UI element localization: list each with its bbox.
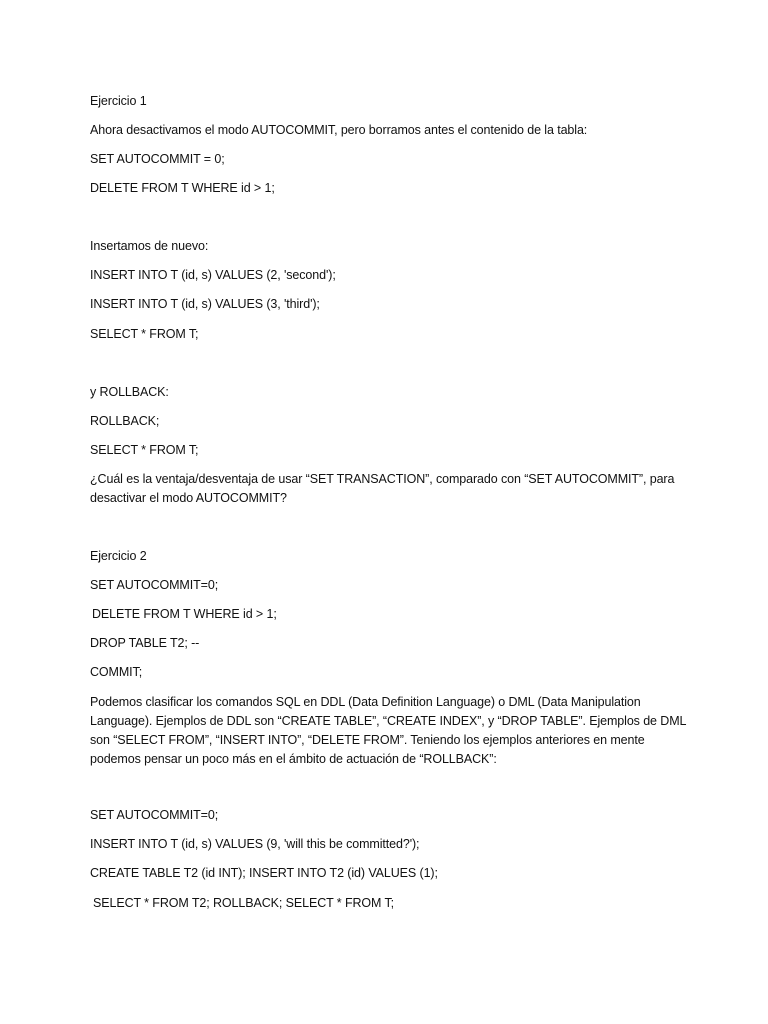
code-line: DELETE FROM T WHERE id > 1; [90, 181, 275, 195]
code-line: DROP TABLE T2; -- [90, 636, 200, 650]
code-line: INSERT INTO T (id, s) VALUES (3, 'third'); [90, 297, 320, 311]
code-line: SET AUTOCOMMIT = 0; [90, 152, 225, 166]
code-line: INSERT INTO T (id, s) VALUES (2, 'second'); [90, 268, 336, 282]
question-line: desactivar el modo AUTOCOMMIT? [90, 491, 287, 505]
code-line: SET AUTOCOMMIT=0; [90, 578, 219, 592]
question-line: ¿Cuál es la ventaja/desventaja de usar “SET TRANSACTION”, comparado con “SET AUTOCOMMIT”, para [90, 472, 675, 486]
code-line: INSERT INTO T (id, s) VALUES (9, 'will this be committed?'); [90, 837, 420, 851]
exercise-1-title: Ejercicio 1 [90, 94, 147, 108]
exercise-2-title: Ejercicio 2 [90, 549, 147, 563]
code-line: DELETE FROM T WHERE id > 1; [92, 607, 277, 621]
paragraph-text: Insertamos de nuevo: [90, 239, 209, 253]
paragraph-line: Language). Ejemplos de DDL son “CREATE TABLE”, “CREATE INDEX”, y “DROP TABLE”. Ejemplos de DML [90, 714, 687, 728]
code-line: COMMIT; [90, 665, 143, 679]
code-line: SET AUTOCOMMIT=0; [90, 808, 219, 822]
code-line: ROLLBACK; [90, 414, 160, 428]
exercise-1-intro: Ahora desactivamos el modo AUTOCOMMIT, pero borramos antes el contenido de la tabla: [90, 123, 588, 137]
paragraph-line: son “SELECT FROM”, “INSERT INTO”, “DELETE FROM”. Teniendo los ejemplos anteriores en mente [90, 733, 645, 747]
paragraph-line: Podemos clasificar los comandos SQL en DDL (Data Definition Language) o DML (Data Manipulation [90, 695, 641, 709]
paragraph-text: y ROLLBACK: [90, 385, 169, 399]
code-line: CREATE TABLE T2 (id INT); INSERT INTO T2 (id) VALUES (1); [90, 866, 438, 880]
paragraph-line: podemos pensar un poco más en el ámbito de actuación de “ROLLBACK”: [90, 752, 497, 766]
code-line: SELECT * FROM T2; ROLLBACK; SELECT * FROM T; [93, 896, 395, 910]
code-line: SELECT * FROM T; [90, 443, 199, 457]
code-line: SELECT * FROM T; [90, 327, 199, 341]
